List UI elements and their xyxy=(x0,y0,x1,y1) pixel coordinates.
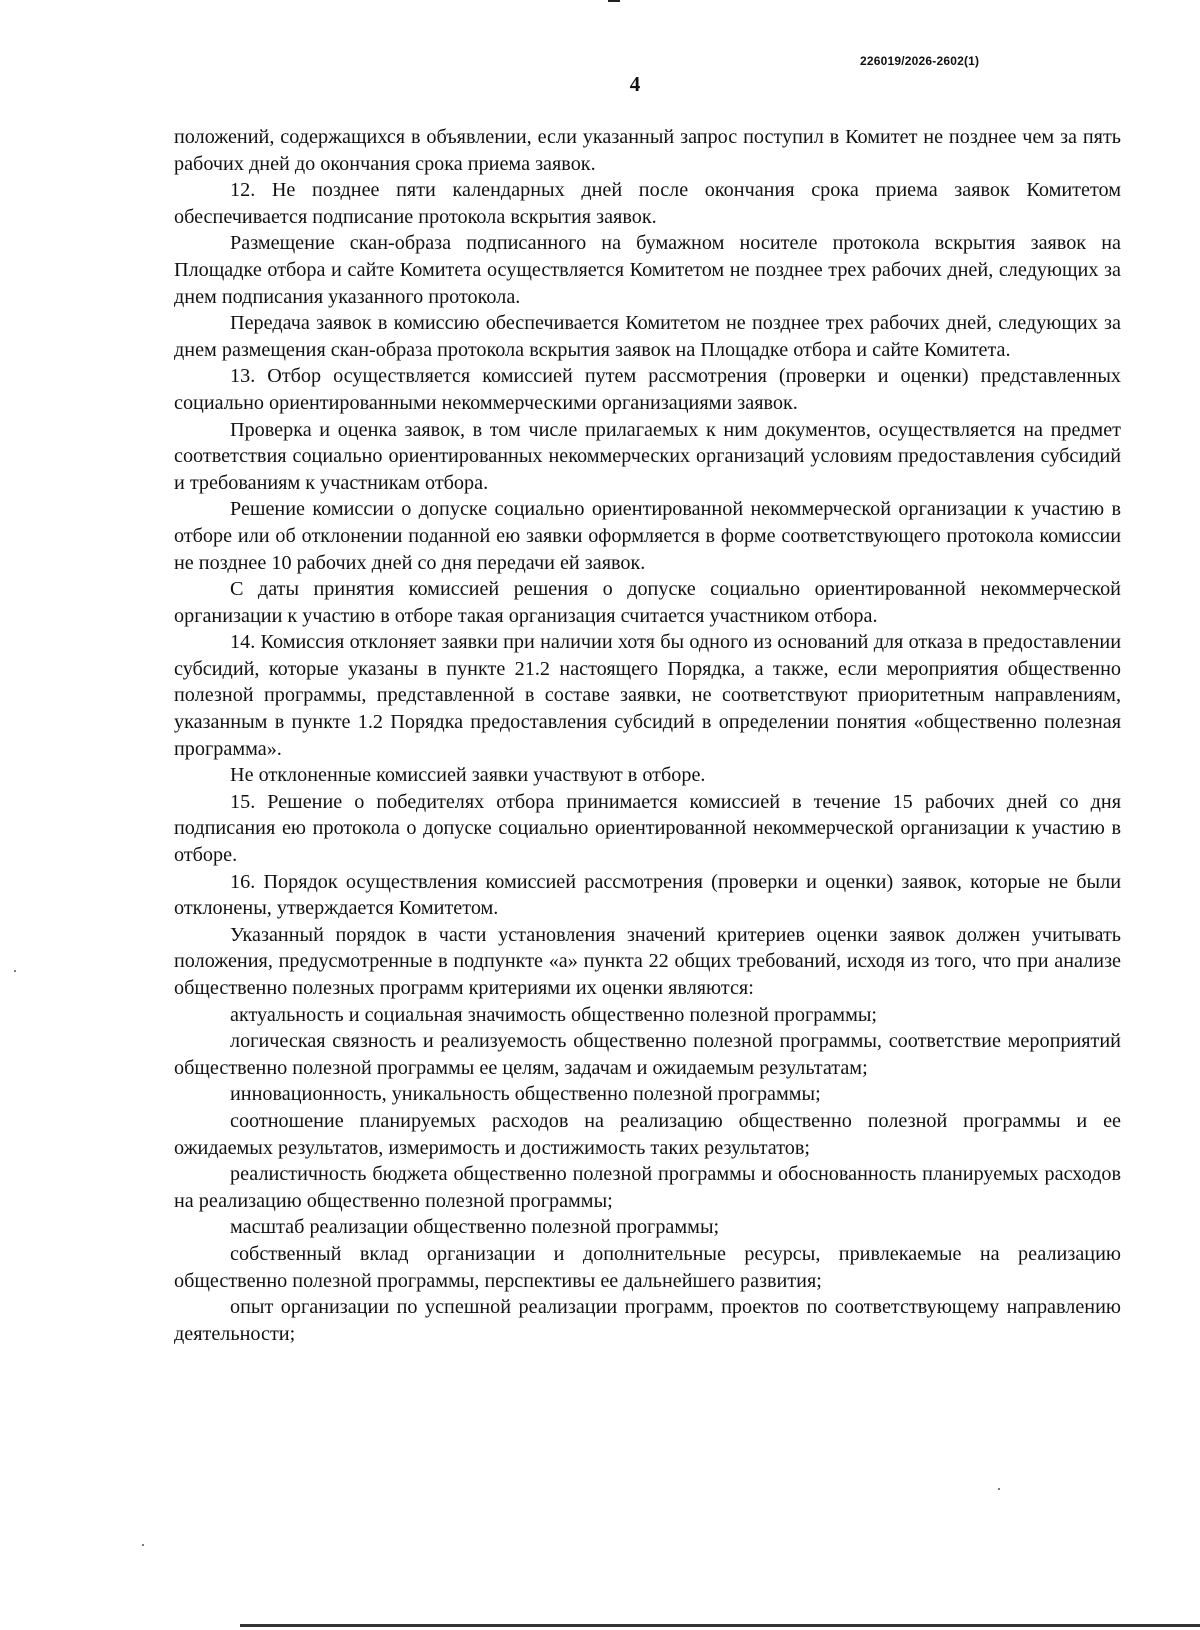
page-number: 4 xyxy=(629,72,641,96)
list-item: логическая связность и реализуемость общественно полезной программы, соответствие мероприятий общественно полезной программы ее целям, задачам и ожидаемым результатам; xyxy=(174,1030,1121,1079)
paragraph: Решение комиссии о допуске социально ориентированной некоммерческой организации к участию в отборе или об отклонении поданной ею заявки оформляется в форме соответствующего протокола комиссии не позднее 10 рабочих дней со дня передачи ей заявок. xyxy=(174,498,1121,574)
paragraph: 13. Отбор осуществляется комиссией путем рассмотрения (проверки и оценки) представленных социально ориентированными некоммерческими организациями заявок. xyxy=(174,365,1121,414)
paragraph: 15. Решение о победителях отбора принимается комиссией в течение 15 рабочих дней со дня подписания ею протокола о допуске социально ориентированной некоммерческой организации к участию в отборе. xyxy=(174,790,1121,867)
list-item: масштаб реализации общественно полезной программы; xyxy=(230,1216,720,1239)
paragraph: положений, содержащихся в объявлении, если указанный запрос поступил в Комитет не позднее чем за пять рабочих дней до окончания срока приема заявок. xyxy=(174,126,1121,175)
paragraph: 12. Не позднее пяти календарных дней после окончания срока приема заявок Комитетом обеспечивается подписание протокола вскрытия заявок. xyxy=(174,179,1121,228)
document-id: 226019/2026-2602(1) xyxy=(860,54,980,68)
scan-speck xyxy=(14,970,16,972)
paragraph: 16. Порядок осуществления комиссией рассмотрения (проверки и оценки) заявок, которые не были отклонены, утверждается Комитетом. xyxy=(174,870,1121,920)
paragraph: С даты принятия комиссией решения о допуске социально ориентированной некоммерческой организации к участию в отборе такая организация считается участником отбора. xyxy=(174,578,1121,627)
list-item: собственный вклад организации и дополнительные ресурсы, привлекаемые на реализацию общественно полезной программы, перспективы ее дальнейшего развития; xyxy=(174,1242,1121,1292)
paragraph: Не отклоненные комиссией заявки участвуют в отборе. xyxy=(230,764,706,787)
scan-speck xyxy=(142,1544,144,1546)
paragraph: Передача заявок в комиссию обеспечивается Комитетом не позднее трех рабочих дней, следующих за днем размещения скан-образа протокола вскрытия заявок на Площадке отбора и сайте Комитета. xyxy=(174,312,1121,361)
paragraph: Проверка и оценка заявок, в том числе прилагаемых к ним документов, осуществляется на предмет соответствия социально ориентированных некоммерческих организаций условиям предоставления субсидий и требованиям к участникам отбора. xyxy=(174,418,1121,494)
paragraph: 14. Комиссия отклоняет заявки при наличии хотя бы одного из оснований для отказа в предоставлении субсидий, которые указаны в пункте 21.2 настоящего Порядка, а также, если мероприятия общественно полезной программы, представленной в составе заявки, не соответствуют приоритетным направлениям, указанным в пункте 1.2 Порядка предоставления субсидий в определении понятия «общественно полезная программа». xyxy=(174,631,1121,760)
document-body xyxy=(174,124,1121,1347)
list-item: реалистичность бюджета общественно полезной программы и обоснованность планируемых расходов на реализацию общественно полезной программы; xyxy=(174,1163,1121,1212)
scan-speck xyxy=(998,1488,1000,1490)
paragraph: Указанный порядок в части установления значений критериев оценки заявок должен учитывать положения, предусмотренные в подпункте «а» пункта 22 общих требований, исходя из того, что при анализе общественно полезных программ критериями их оценки являются: xyxy=(174,923,1121,999)
scan-artifact-bottom xyxy=(240,1624,1200,1627)
paragraph: Размещение скан-образа подписанного на бумажном носителе протокола вскрытия заявок на Площадке отбора и сайте Комитета осуществляется Комитетом не позднее трех рабочих дней, следующих за днем подписания указанного протокола. xyxy=(174,232,1121,308)
list-item: инновационность, уникальность общественно полезной программы; xyxy=(230,1083,821,1106)
scan-artifact-top xyxy=(608,0,620,2)
list-item: опыт организации по успешной реализации программ, проектов по соответствующему направлению деятельности; xyxy=(174,1296,1121,1345)
list-item: соотношение планируемых расходов на реализацию общественно полезной программы и ее ожидаемых результатов, измеримость и достижимость таких результатов; xyxy=(174,1109,1121,1159)
list-item: актуальность и социальная значимость общественно полезной программы; xyxy=(230,1003,878,1026)
